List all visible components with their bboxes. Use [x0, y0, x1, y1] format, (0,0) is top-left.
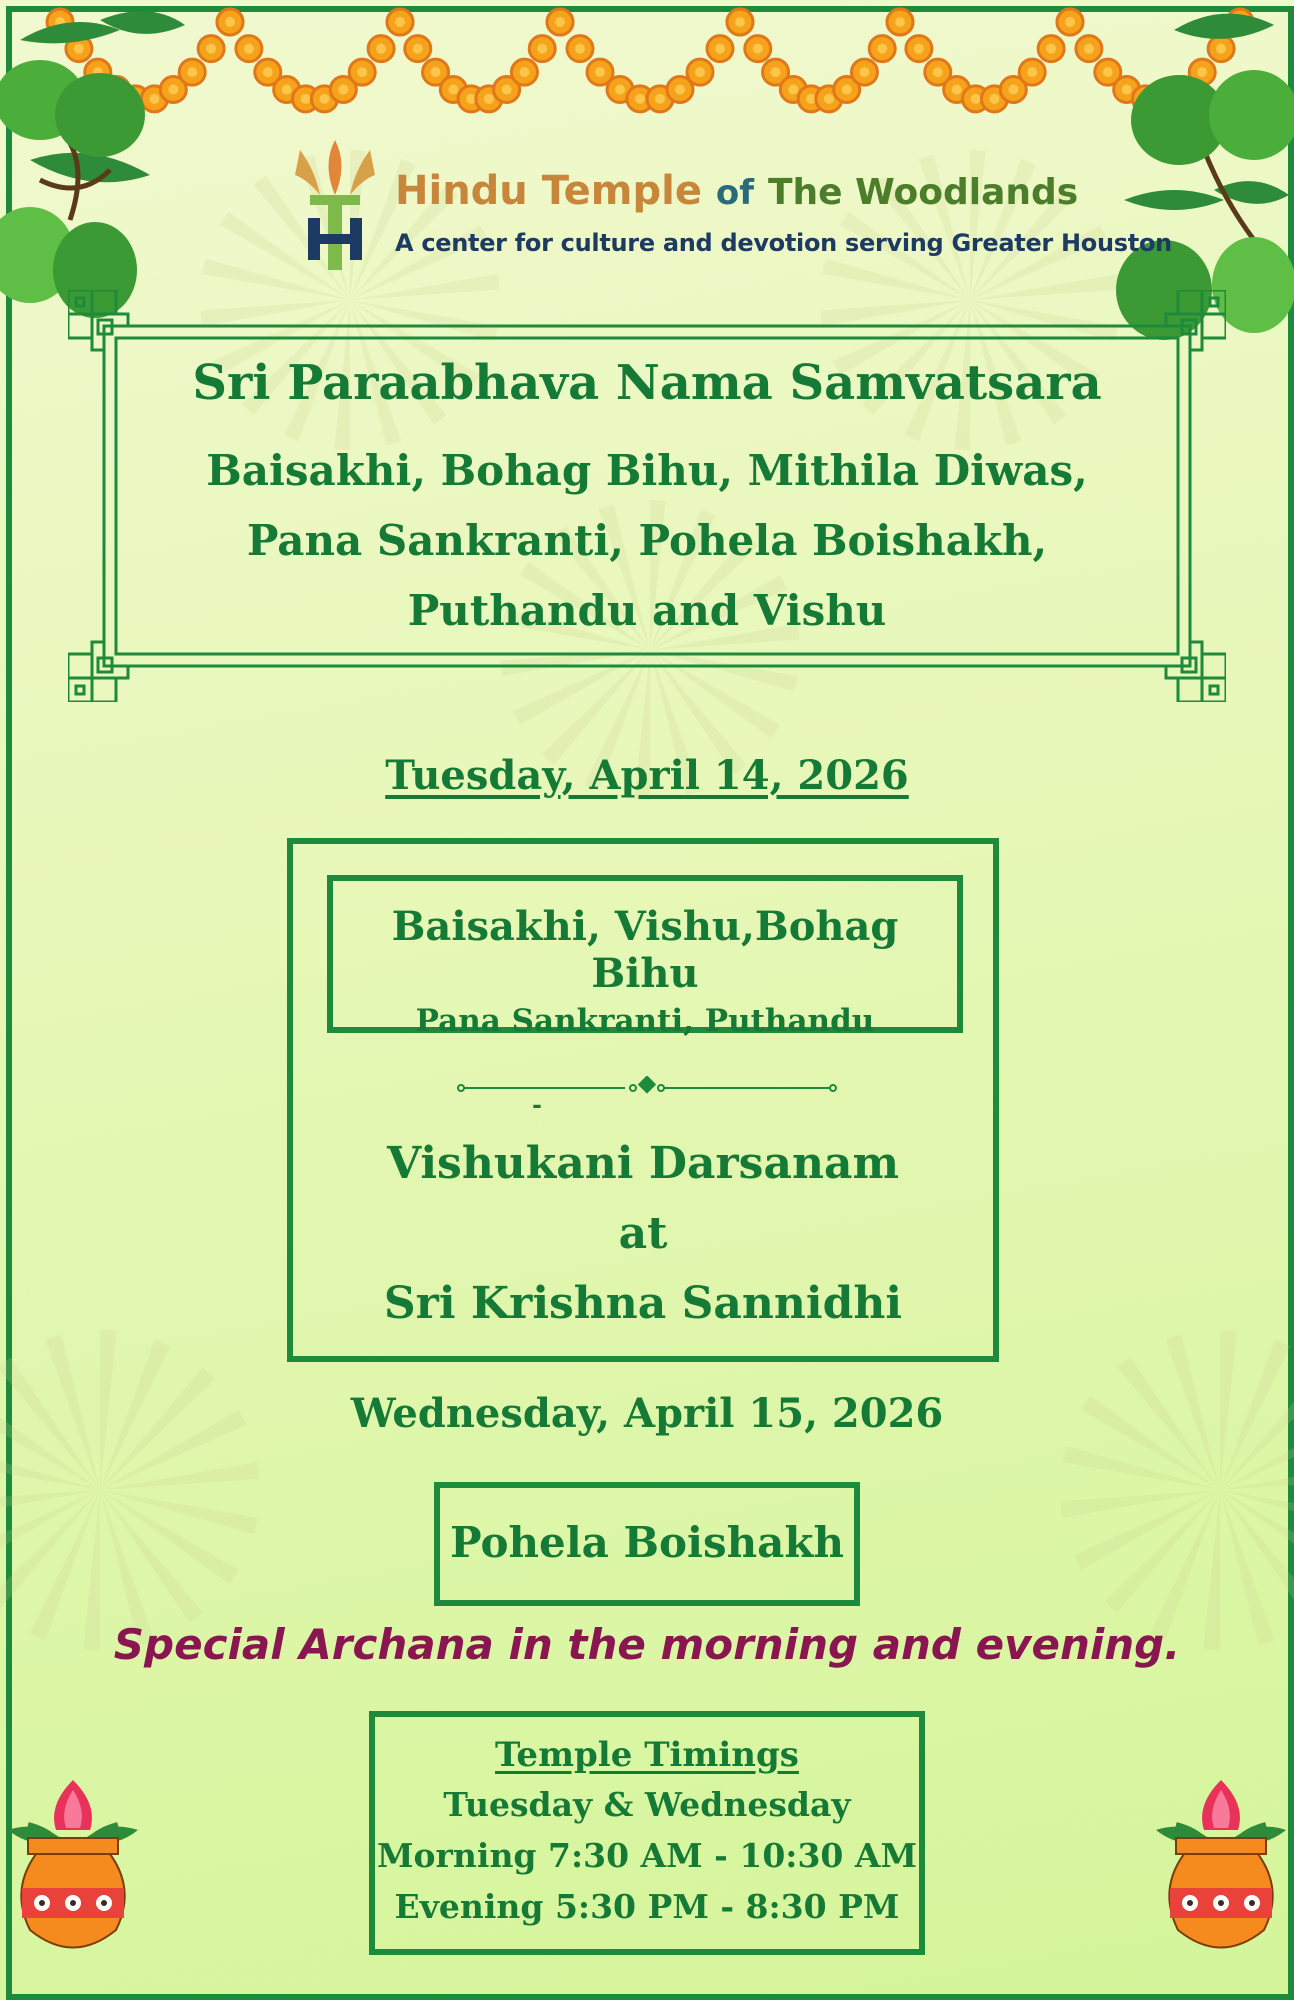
temple-logo: [290, 140, 1172, 270]
org-name-part: Hindu Temple: [395, 168, 702, 214]
marigold-flower: [1076, 36, 1102, 62]
timings-evening: Evening 5:30 PM - 8:30 PM: [394, 1887, 900, 1926]
marigold-flower: [198, 36, 224, 62]
headline-line: Puthandu and Vishu: [407, 586, 887, 635]
marigold-flower: [1057, 9, 1083, 35]
marigold-flower: [906, 36, 932, 62]
marigold-flower: [687, 59, 713, 85]
marigold-flower: [707, 36, 733, 62]
marigold-garland: [0, 0, 1294, 130]
wednesday-festival-box: [434, 1482, 860, 1606]
event-line: at: [618, 1208, 668, 1259]
org-name-part: The Woodlands: [767, 172, 1079, 213]
marigold-flower: [349, 59, 375, 85]
event-line: Sri Krishna Sannidhi: [383, 1278, 903, 1329]
marigold-flower: [387, 9, 413, 35]
dash-text: -: [532, 1090, 542, 1119]
timings-title: Temple Timings: [495, 1735, 799, 1775]
marigold-flower: [217, 9, 243, 35]
headline-title: Sri Paraabhava Nama Samvatsara: [192, 355, 1102, 411]
marigold-flower: [368, 36, 394, 62]
date-tuesday-text: Tuesday, April 14, 2026: [385, 752, 909, 799]
marigold-flower: [851, 59, 877, 85]
kalash-pot-icon: [1156, 1780, 1286, 1960]
date-wednesday: Wednesday, April 15, 2026: [350, 1390, 944, 1437]
timings-days: Tuesday & Wednesday: [443, 1785, 851, 1824]
kalash-pot-left: [8, 1780, 138, 1964]
archana-note: Special Archana in the morning and evening.: [113, 1620, 1181, 1669]
marigold-flower: [1038, 36, 1064, 62]
event-line: Vishukani Darsanam: [386, 1138, 900, 1189]
marigold-flower: [529, 36, 555, 62]
date-tuesday: [0, 752, 1294, 799]
org-name-part: of: [715, 173, 755, 213]
temple-timings-box: [369, 1711, 925, 1955]
marigold-flower: [405, 36, 431, 62]
temple-logo-icon: [290, 140, 380, 270]
tuesday-festivals-box: [327, 875, 963, 1039]
festivals-line: Pana Sankranti, Puthandu: [415, 1003, 875, 1039]
mango-leaves-icon: [0, 11, 185, 318]
org-name: [395, 168, 1078, 214]
marigold-flower: [745, 36, 771, 62]
ornamental-divider: [457, 1076, 837, 1104]
marigold-flower: [511, 59, 537, 85]
kalash-pot-right: [1156, 1780, 1286, 1964]
org-tagline: A center for culture and devotion serving Greater Houston: [395, 229, 1172, 257]
marigold-flower: [547, 9, 573, 35]
timings-morning: Morning 7:30 AM - 10:30 AM: [376, 1836, 918, 1875]
marigold-flower: [727, 9, 753, 35]
headline-line: Pana Sankranti, Pohela Boishakh,: [246, 516, 1048, 565]
marigold-flower: [1019, 59, 1045, 85]
ornamental-frame: [68, 290, 1226, 702]
marigold-flower: [567, 36, 593, 62]
mango-leaves-left: [0, 0, 190, 330]
marigold-flower: [887, 9, 913, 35]
wednesday-festival: Pohela Boishakh: [449, 1518, 845, 1567]
festivals-line: Baisakhi, Vishu,Bohag Bihu: [391, 903, 899, 997]
marigold-flower: [236, 36, 262, 62]
headline-line: Baisakhi, Bohag Bihu, Mithila Diwas,: [206, 446, 1088, 495]
kalash-pot-icon: [8, 1780, 138, 1960]
marigold-flower: [869, 36, 895, 62]
